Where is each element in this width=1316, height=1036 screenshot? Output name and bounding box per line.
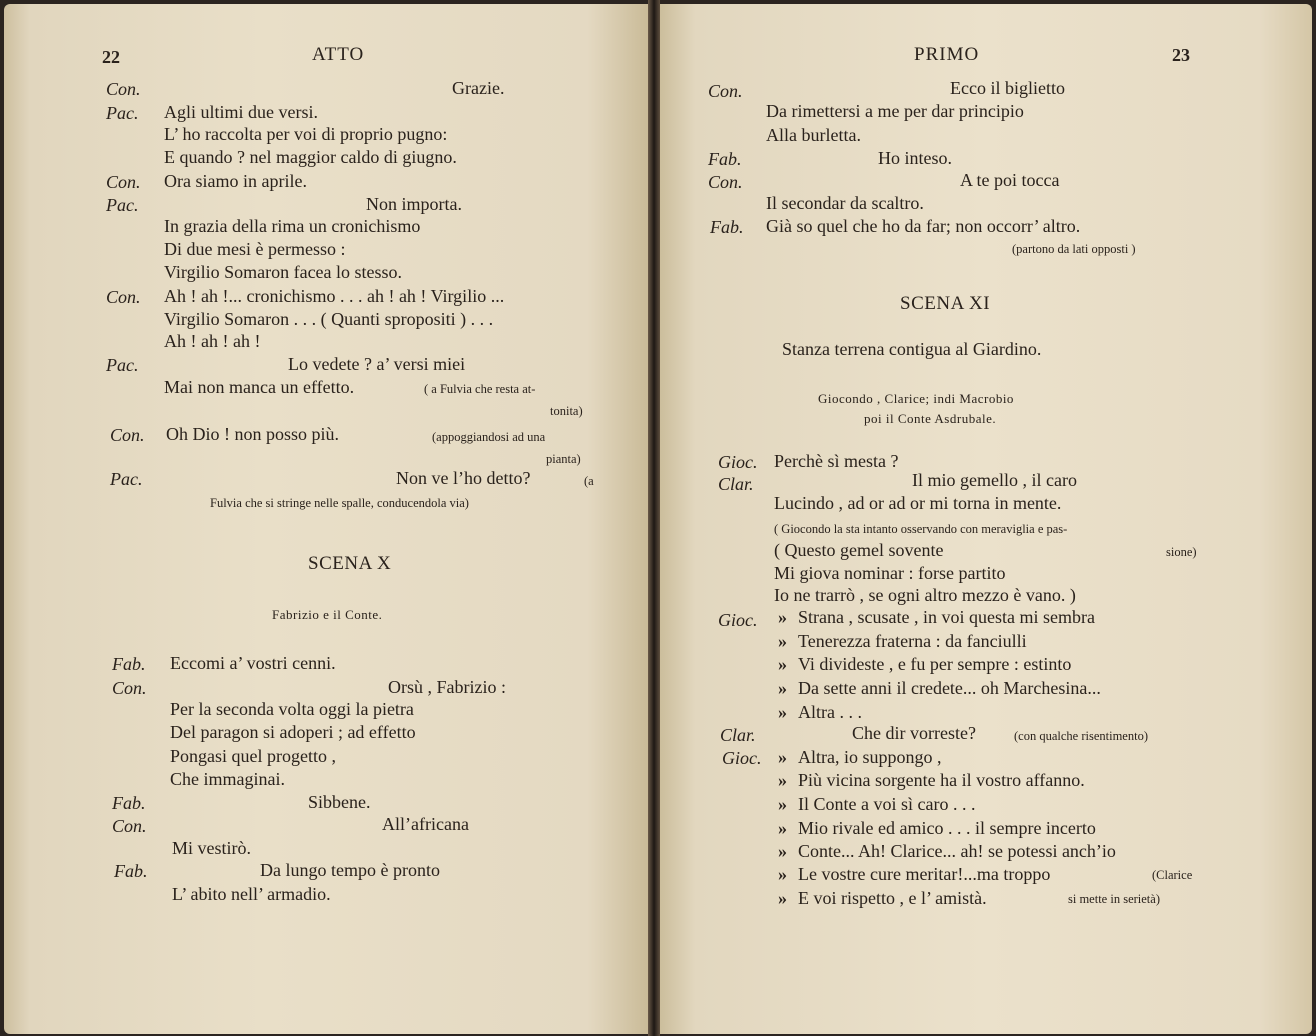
speaker: Con.: [106, 287, 141, 307]
stage-direction: (partono da lati opposti ): [1012, 242, 1136, 256]
verse-line: Lucindo , ad or ad or mi torna in mente.: [774, 493, 1062, 513]
scene-characters: Fabrizio e il Conte.: [272, 607, 383, 622]
stage-direction: si mette in serietà): [1068, 892, 1160, 906]
quote-mark: »: [778, 770, 787, 790]
speaker: Pac.: [110, 469, 143, 489]
scene-title: SCENA XI: [900, 293, 991, 314]
verse-line: Conte... Ah! Clarice... ah! se potessi anch’io: [798, 841, 1116, 861]
verse-line: Perchè sì mesta ?: [774, 451, 899, 471]
book-gutter: [648, 0, 660, 1036]
quote-mark: »: [778, 888, 787, 908]
speaker: Con.: [708, 172, 743, 192]
verse-line: Tenerezza fraterna : da fanciulli: [798, 631, 1027, 651]
speaker: Gioc.: [722, 748, 762, 768]
verse-line: Agli ultimi due versi.: [164, 102, 318, 122]
verse-line: Vi divideste , e fu per sempre : estinto: [798, 654, 1072, 674]
verse-line: Altra, io suppongo ,: [798, 747, 942, 767]
verse-line: Sibbene.: [308, 792, 371, 812]
quote-mark: »: [778, 654, 787, 674]
speaker: Fab.: [114, 861, 148, 881]
running-head-right: PRIMO: [914, 44, 980, 65]
verse-line: Ecco il biglietto: [950, 78, 1065, 98]
speaker: Fab.: [708, 149, 742, 169]
verse-line: E voi rispetto , e l’ amistà.: [798, 888, 987, 908]
verse-line: Che dir vorreste?: [852, 723, 976, 743]
quote-mark: »: [778, 631, 787, 651]
stage-direction: (a: [584, 474, 594, 488]
stage-direction: (con qualche risentimento): [1014, 729, 1148, 743]
speaker: Con.: [110, 425, 145, 445]
verse-line: Le vostre cure meritar!...ma troppo: [798, 864, 1051, 884]
verse-line: L’ abito nell’ armadio.: [172, 884, 331, 904]
verse-line: Ho inteso.: [878, 148, 952, 168]
verse-line: Per la seconda volta oggi la pietra: [170, 699, 414, 719]
quote-mark: »: [778, 841, 787, 861]
scene-characters: Giocondo , Clarice; indi Macrobio: [818, 391, 1014, 406]
speaker: Pac.: [106, 195, 139, 215]
speaker: Con.: [106, 172, 141, 192]
verse-line: Più vicina sorgente ha il vostro affanno.: [798, 770, 1085, 790]
speaker: Con.: [708, 81, 743, 101]
verse-line: Ah ! ah ! ah !: [164, 331, 261, 351]
speaker: Fab.: [112, 654, 146, 674]
verse-line: Ah ! ah !... cronichismo . . . ah ! ah ! Virgilio ...: [164, 286, 505, 306]
verse-line: Virgilio Somaron . . . ( Quanti spropositi ) . . .: [164, 309, 494, 329]
stage-direction: (appoggiandosi ad una: [432, 430, 546, 444]
speaker: Con.: [112, 678, 147, 698]
verse-line: Alla burletta.: [766, 125, 861, 145]
quote-mark: »: [778, 818, 787, 838]
verse-line: Da lungo tempo è pronto: [260, 860, 440, 880]
stage-direction: sione): [1166, 545, 1197, 559]
verse-line: Il Conte a voi sì caro . . .: [798, 794, 976, 814]
speaker: Clar.: [718, 474, 754, 494]
verse-line: Mio rivale ed amico . . . il sempre incerto: [798, 818, 1096, 838]
verse-line: Non importa.: [366, 194, 462, 214]
verse-line: Eccomi a’ vostri cenni.: [170, 653, 336, 673]
speaker: Fab.: [112, 793, 146, 813]
verse-line: Non ve l’ho detto?: [396, 468, 531, 488]
verse-line: L’ ho raccolta per voi di proprio pugno:: [164, 124, 448, 144]
speaker: Gioc.: [718, 452, 758, 472]
page-number-right: 23: [1172, 45, 1190, 65]
quote-mark: »: [778, 607, 787, 627]
verse-line: Del paragon si adoperi ; ad effetto: [170, 722, 416, 742]
speaker: Con.: [112, 816, 147, 836]
quote-mark: »: [778, 747, 787, 767]
verse-line: Io ne trarrò , se ogni altro mezzo è vano. ): [774, 585, 1076, 605]
verse-line: Grazie.: [452, 78, 505, 98]
verse-line: Il mio gemello , il caro: [912, 470, 1077, 490]
verse-line: Mai non manca un effetto.: [164, 377, 355, 397]
verse-line: Pongasi quel progetto ,: [170, 746, 336, 766]
verse-line: Da sette anni il credete... oh Marchesina...: [798, 678, 1101, 698]
scene-title: SCENA X: [308, 553, 392, 574]
stage-direction: pianta): [546, 452, 581, 466]
quote-mark: »: [778, 702, 787, 722]
verse-line: Già so quel che ho da far; non occorr’ altro.: [766, 216, 1081, 236]
speaker: Clar.: [720, 725, 756, 745]
speaker: Con.: [106, 79, 141, 99]
quote-mark: »: [778, 864, 787, 884]
verse-line: Il secondar da scaltro.: [766, 193, 924, 213]
verse-line: Da rimettersi a me per dar principio: [766, 101, 1024, 121]
running-head-left: ATTO: [312, 44, 365, 65]
speaker: Fab.: [710, 217, 744, 237]
verse-line: Che immaginai.: [170, 769, 285, 789]
verse-line: A te poi tocca: [960, 170, 1060, 190]
speaker: Pac.: [106, 355, 139, 375]
verse-line: Orsù , Fabrizio :: [388, 677, 506, 697]
stage-direction: tonita): [550, 404, 583, 418]
verse-line: Oh Dio ! non posso più.: [166, 424, 340, 444]
verse-line: Lo vedete ? a’ versi miei: [288, 354, 466, 374]
page-number-left: 22: [102, 47, 120, 67]
verse-line: Virgilio Somaron facea lo stesso.: [164, 262, 403, 282]
verse-line: In grazia della rima un cronichismo: [164, 216, 421, 236]
verse-line: Altra . . .: [798, 702, 862, 722]
scene-setting: Stanza terrena contigua al Giardino.: [782, 339, 1042, 359]
scene-characters: poi il Conte Asdrubale.: [864, 411, 997, 426]
stage-direction: (Clarice: [1152, 868, 1193, 882]
stage-direction: Fulvia che si stringe nelle spalle, conducendola via): [210, 496, 469, 510]
verse-line: Strana , scusate , in voi questa mi sembra: [798, 607, 1095, 627]
verse-line: Di due mesi è permesso :: [164, 239, 346, 259]
verse-line: E quando ? nel maggior caldo di giugno.: [164, 147, 457, 167]
stage-direction: ( a Fulvia che resta at-: [424, 382, 536, 396]
quote-mark: »: [778, 678, 787, 698]
verse-line: Mi giova nominar : forse partito: [774, 563, 1006, 583]
speaker: Pac.: [106, 103, 139, 123]
quote-mark: »: [778, 794, 787, 814]
stage-direction: ( Giocondo la sta intanto osservando con meraviglia e pas-: [774, 522, 1068, 536]
verse-line: Mi vestirò.: [172, 838, 251, 858]
verse-line: All’africana: [382, 814, 469, 834]
speaker: Gioc.: [718, 610, 758, 630]
verse-line: Ora siamo in aprile.: [164, 171, 307, 191]
verse-line: ( Questo gemel sovente: [774, 540, 944, 560]
